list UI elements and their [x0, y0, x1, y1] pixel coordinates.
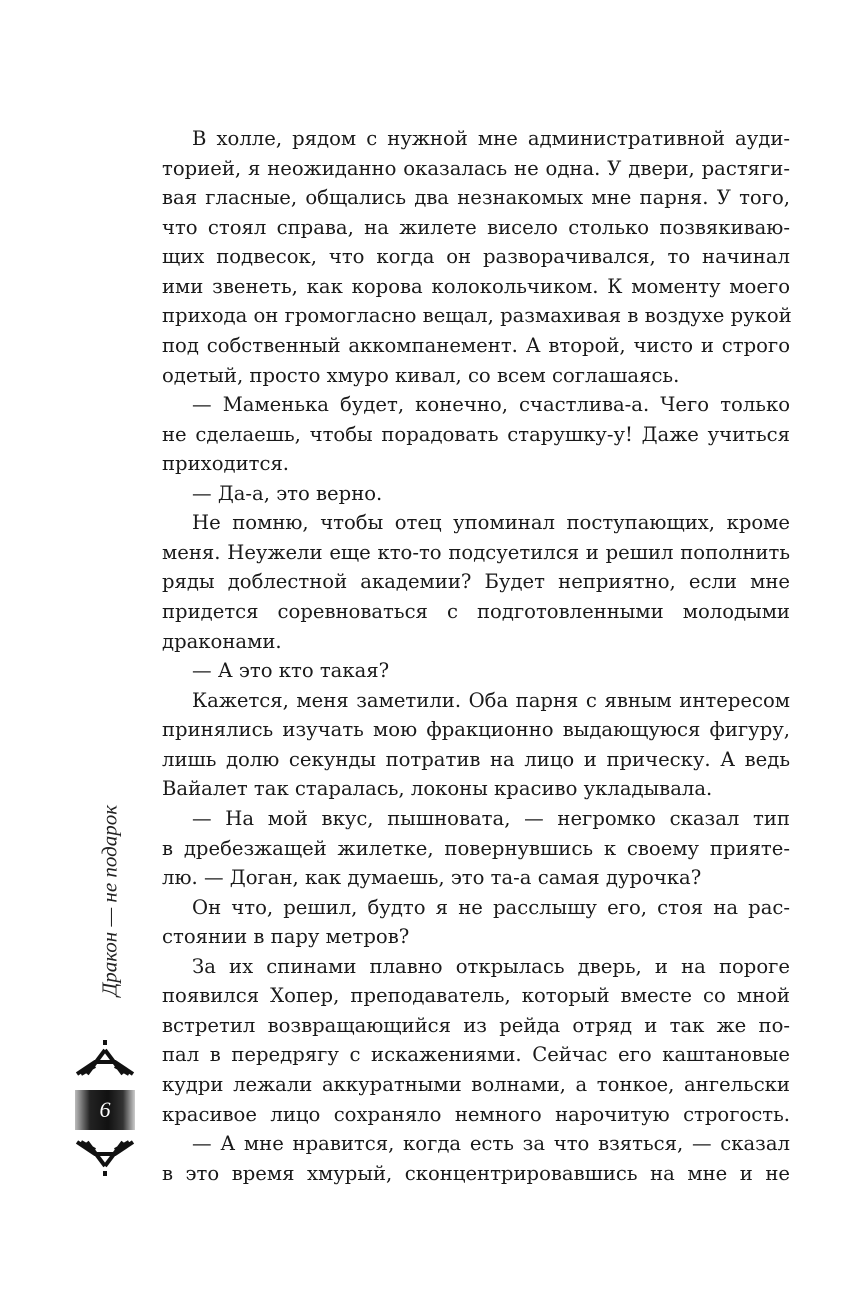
ornament-bottom-icon	[75, 1138, 135, 1178]
text-line: Не помню, чтобы отец упоминал поступающих, кроме	[192, 511, 790, 535]
text-line: под собственный аккомпанемент. А второй, чисто и строго	[162, 333, 790, 357]
text-line: что стоял справа, на жилете висело столько позвякиваю-	[162, 215, 790, 239]
text-line: в это время хмурый, сконцентрировавшись на мне и не	[162, 1161, 790, 1185]
text-line: принялись изучать мою фракционно выдающуюся фигуру,	[162, 718, 790, 742]
text-line: В холле, рядом с нужной мне административной ауди-	[192, 127, 790, 150]
text-line: — На мой вкус, пышновата, — негромко сказал тип	[192, 806, 790, 830]
text-line: — Да-а, это верно.	[192, 481, 383, 505]
text-line: щих подвесок, что когда он разворачивался, то начинал	[162, 245, 790, 269]
body-text	[162, 124, 790, 1188]
text-line: не сделаешь, чтобы порадовать старушку-у! Даже учиться	[162, 422, 790, 446]
text-line: появился Хопер, преподаватель, который вместе со мной	[162, 984, 790, 1008]
text-line: ими звенеть, как корова колокольчиком. К моменту моего	[162, 274, 790, 298]
text-line: Он что, решил, будто я не расслышу его, стоя на рас-	[192, 895, 790, 919]
text-line: меня. Неужели еще кто-то подсуетился и решил пополнить	[162, 540, 790, 564]
text-line: — А мне нравится, когда есть за что взяться, — сказал	[192, 1132, 790, 1156]
text-line: — А это кто такая?	[192, 659, 390, 683]
running-title: Дракон — не подарок	[97, 804, 122, 997]
text-line: вая гласные, общались два незнакомых мне парня. У того,	[162, 186, 790, 210]
text-line: пал в передрягу с искажениями. Сейчас его каштановые	[162, 1043, 790, 1067]
text-line: лишь долю секунды потратив на лицо и прическу. А ведь	[162, 747, 790, 771]
text-line: кудри лежали аккуратными волнами, а тонкое, ангельски	[162, 1073, 790, 1096]
text-line: Кажется, меня заметили. Оба парня с явным интересом	[192, 688, 790, 712]
text-line: драконами.	[162, 629, 282, 653]
text-line: ряды доблестной академии? Будет неприятно, если мне	[162, 570, 790, 594]
text-line: — Маменька будет, конечно, счастлива-а. Чего только	[192, 393, 790, 417]
text-line: одетый, просто хмуро кивал, со всем соглашаясь.	[162, 363, 680, 387]
text-line: За их спинами плавно открылась дверь, и на пороге	[192, 954, 790, 978]
ornament-top-icon	[75, 1038, 135, 1078]
text-line: стоянии в пару метров?	[162, 925, 410, 949]
text-line: торией, я неожиданно оказалась не одна. У двери, растяги-	[162, 156, 790, 180]
text-line: встретил возвращающийся из рейда отряд и так же по-	[162, 1013, 790, 1037]
text-line: красивое лицо сохраняло немного нарочитую строгость.	[162, 1102, 790, 1126]
text-line: приходится.	[162, 452, 290, 476]
text-line: придется соревноваться с подготовленными молодыми	[162, 600, 790, 623]
page-margin-ornament	[60, 800, 160, 1180]
text-line: лю. — Доган, как думаешь, это та-а самая дурочка?	[162, 866, 702, 890]
text-line: в дребезжащей жилетке, повернувшись к своему прияте-	[162, 836, 790, 860]
page-number: 6	[75, 1090, 135, 1130]
text-line: Вайалет так старалась, локоны красиво укладывала.	[162, 777, 713, 801]
text-line: прихода он громогласно вещал, размахивая в воздухе рукой	[162, 304, 792, 328]
